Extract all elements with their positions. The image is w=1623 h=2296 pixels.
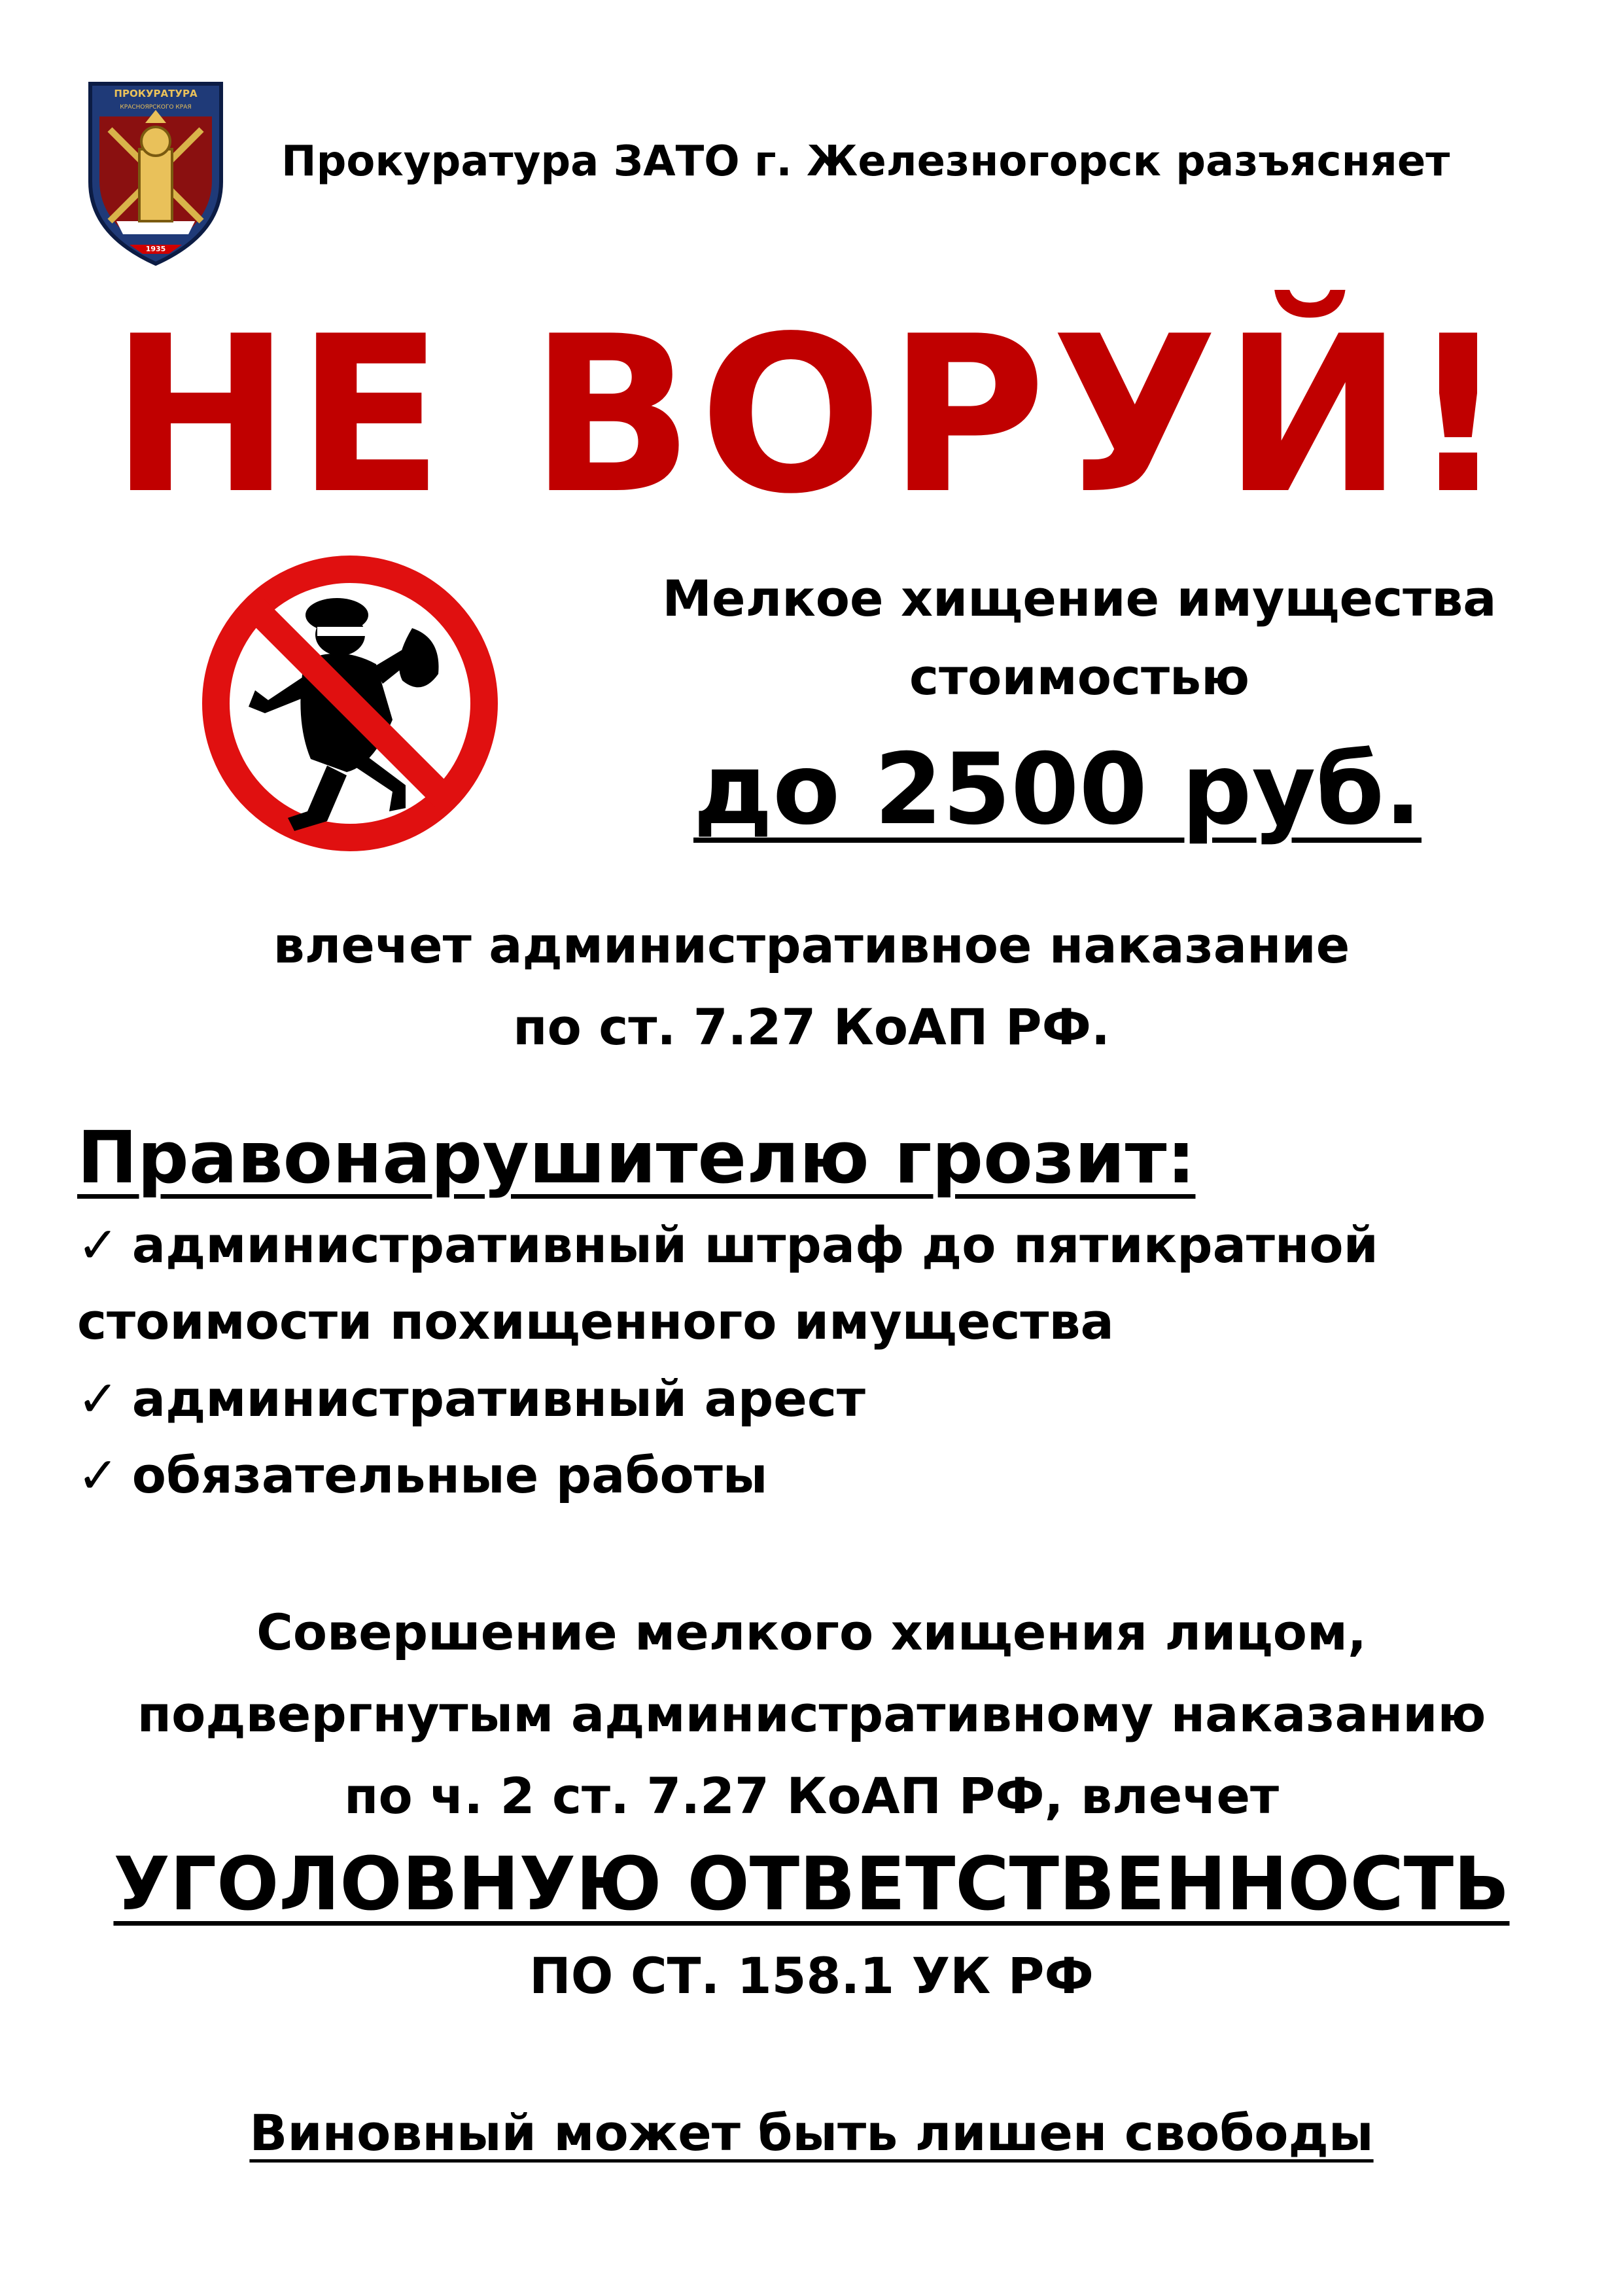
admin-penalty-line-1: влечет административное наказание (273, 916, 1350, 974)
penalty-item-works (77, 1446, 768, 1504)
threat-heading: Правонарушителю грозит: (77, 1116, 1196, 1199)
checkmark-icon: ✓ (77, 1216, 119, 1274)
penalty-item-works-text: обязательные работы (131, 1446, 768, 1504)
prosecutor-emblem-icon (77, 71, 234, 267)
footer-warning: Виновный может быть лишен свободы (249, 2104, 1374, 2162)
no-theft-sign-icon (196, 550, 504, 857)
criminal-liability-heading: УГОЛОВНУЮ ОТВЕТСТВЕННОСТЬ (113, 1842, 1510, 1927)
petty-theft-line-1: Мелкое хищение имущества (662, 569, 1497, 627)
penalty-item-fine-text: административный штраф до пятикратной (131, 1216, 1378, 1274)
penalty-item-fine (77, 1216, 1378, 1274)
petty-theft-line-2: стоимостью (909, 648, 1249, 706)
penalty-item-arrest-text: административный арест (131, 1369, 865, 1428)
repeat-offense-line-1: Совершение мелкого хищения лицом, (256, 1603, 1367, 1661)
main-title: НЕ ВОРУЙ! (110, 290, 1513, 541)
svg-text:КРАСНОЯРСКОГО КРАЯ: КРАСНОЯРСКОГО КРАЯ (120, 104, 192, 111)
repeat-offense-line-3: по ч. 2 ст. 7.27 КоАП РФ, влечет (343, 1767, 1280, 1825)
svg-text:1935: 1935 (145, 245, 166, 253)
penalty-item-arrest (77, 1369, 865, 1428)
admin-penalty-line-2: по ст. 7.27 КоАП РФ. (513, 998, 1110, 1056)
penalty-item-fine-continuation: стоимости похищенного имущества (77, 1292, 1114, 1351)
checkmark-icon: ✓ (77, 1446, 119, 1504)
repeat-offense-line-2: подвергнутым административному наказанию (137, 1685, 1486, 1743)
checkmark-icon: ✓ (77, 1369, 119, 1428)
petty-theft-threshold: до 2500 руб. (693, 733, 1422, 847)
svg-text:ПРОКУРАТУРА: ПРОКУРАТУРА (114, 88, 198, 99)
criminal-article: ПО СТ. 158.1 УК РФ (529, 1947, 1094, 2005)
header-title: Прокуратура ЗАТО г. Железногорск разъясняет (281, 137, 1450, 186)
